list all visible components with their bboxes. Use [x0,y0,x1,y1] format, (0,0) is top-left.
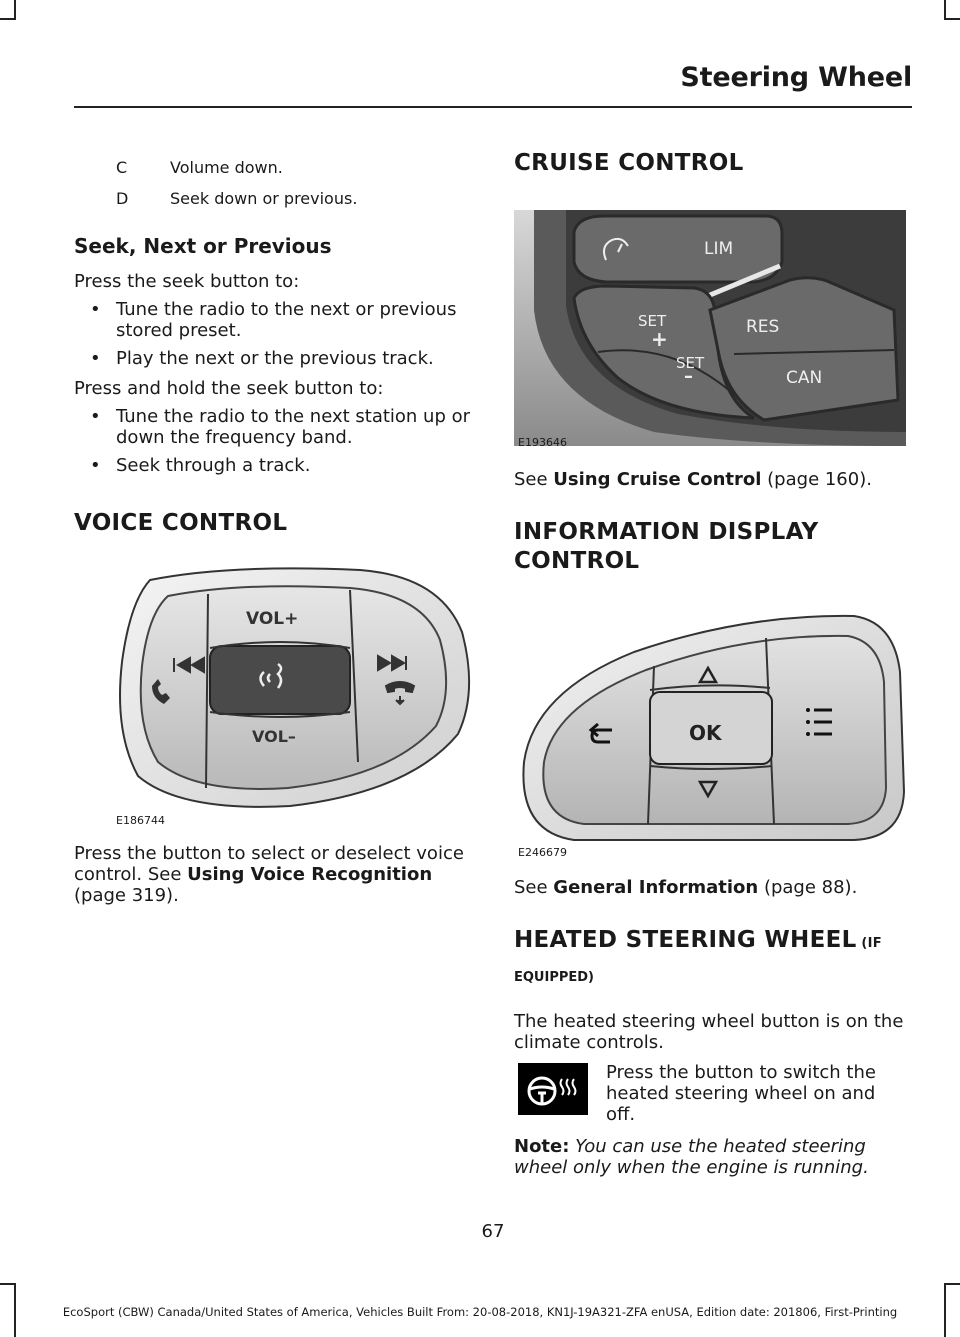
info-display-figure [514,612,906,844]
plus-label: + [651,327,668,351]
lim-label: LIM [704,239,734,259]
cruise-see-text [514,469,914,490]
heated-heading-suffix-line2: EQUIPPED) [514,970,594,985]
definition-value: Seek down or previous. [170,189,358,208]
bullet-text: Seek through a track. [116,455,311,476]
hold-intro: Press and hold the seek button to: [74,378,384,399]
ok-label: OK [689,721,722,745]
heated-heading-suffix: (IF [856,936,882,951]
heated-steering-wheel-heading [514,928,914,956]
definition-key: D [116,189,129,208]
crop-mark [0,1283,16,1285]
crop-mark [0,18,16,20]
bullet-text: Tune the radio to the next station up or down the frequency band. [116,406,471,448]
set-plus-label: SET [638,312,667,330]
seek-heading: Seek, Next or Previous [74,234,332,258]
footer-text: EcoSport (CBW) Canada/United States of America, Vehicles Built From: 20-08-2018, KN1J-19A321-ZFA enUSA, Edition date: 201806, First-Printing [62,1305,898,1319]
bullet-text: Tune the radio to the next or previous stored preset. [116,299,457,341]
cruise-control-heading: CRUISE CONTROL [514,150,744,176]
header-rule [74,106,912,108]
heated-text: The heated steering wheel button is on the climate controls. [514,1011,904,1053]
info-see-text [514,877,914,898]
res-label: RES [746,317,780,337]
page-title: Steering Wheel [680,62,912,93]
can-label: CAN [786,368,823,388]
bullet-item [74,299,480,341]
cruise-control-figure [514,210,906,446]
bullet-dot: • [90,299,101,320]
page-ref: (page 88). [758,877,858,898]
figure-code: E193646 [518,436,567,449]
figure-code: E246679 [518,846,567,859]
bullet-dot: • [90,455,101,476]
bullet-item [74,348,480,369]
bullet-item [74,406,480,448]
heated-heading-main: HEATED STEERING WHEEL [514,927,857,953]
crop-mark [944,1283,960,1285]
definition-key: C [116,158,128,177]
minus-label: – [684,366,693,387]
bullet-dot: • [90,348,101,369]
figure-code: E186744 [116,814,165,827]
info-display-heading [514,518,818,576]
info-heading-line2: CONTROL [514,548,640,574]
bullet-item [74,455,480,476]
info-heading-line1: INFORMATION DISPLAY [514,519,819,545]
press-intro: Press the seek button to: [74,271,300,292]
note-text: You can use the heated steering wheel only when the engine is running. [514,1136,869,1178]
bullet-dot: • [90,406,101,427]
crop-mark [944,0,946,20]
left-column-text [74,236,480,476]
voice-recognition-link[interactable]: Using Voice Recognition [187,864,433,885]
bullet-text: Play the next or the previous track. [116,348,434,369]
voice-control-heading: VOICE CONTROL [74,510,288,536]
heated-press-text: Press the button to switch the heated steering wheel on and off. [606,1062,876,1125]
voice-text-1: Press the button to select or deselect voice control. See [74,843,464,885]
vol-plus-label: VOL+ [246,609,299,629]
cruise-control-link[interactable]: Using Cruise Control [553,469,762,490]
heated-steering-wheel-icon [518,1063,588,1115]
page-number: 67 [481,1221,505,1242]
set-minus-label: SET [676,354,705,372]
see-text: See [514,469,554,490]
voice-text-2: (page 319). [74,885,179,906]
note-label: Note: [514,1136,570,1157]
crop-mark [944,18,960,20]
voice-control-text [74,843,484,906]
crop-mark [14,0,16,20]
general-information-link[interactable]: General Information [553,877,759,898]
see-text: See [514,877,554,898]
vol-minus-label: VOL– [252,727,296,746]
definition-value: Volume down. [170,158,283,177]
voice-control-figure [110,562,480,814]
note [514,1136,894,1178]
page-ref: (page 160). [761,469,872,490]
